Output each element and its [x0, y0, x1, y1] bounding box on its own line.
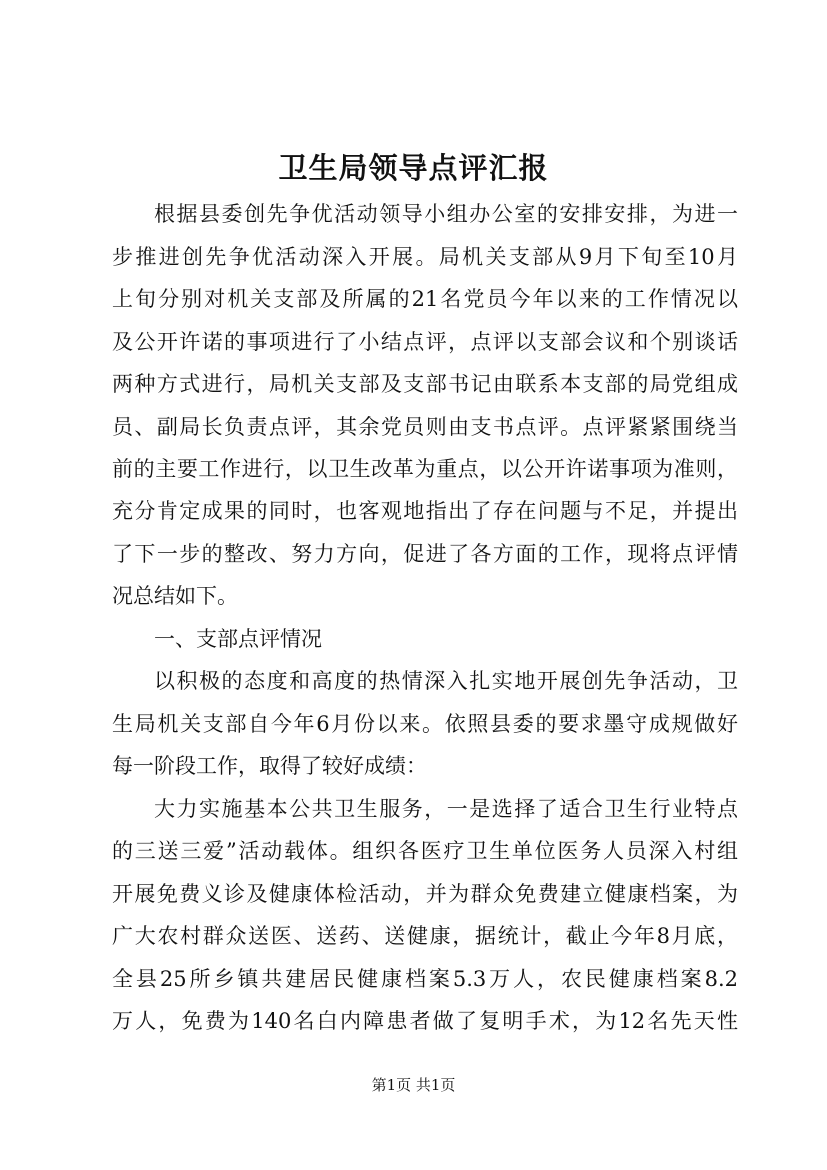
- paragraph-line: 上旬分别对机关支部及所属的21名党员今年以来的工作情况以: [112, 287, 738, 311]
- paragraph-line: 生局机关支部自今年6月份以来。依照县委的要求墨守成规做好: [112, 712, 738, 736]
- document-title: 卫生局领导点评汇报: [278, 151, 549, 185]
- paragraph-line: 了下一步的整改、努力方向，促进了各方面的工作，现将点评情: [112, 542, 738, 566]
- paragraph-line: 根据县委创先争优活动领导小组办公室的安排安排，为进一: [154, 202, 738, 226]
- paragraph-line: 万人，免费为140名白内障患者做了复明手术，为12名先天性: [112, 1009, 738, 1033]
- paragraph-line: 大力实施基本公共卫生服务，一是选择了适合卫生行业特点: [154, 797, 738, 821]
- section-heading: 一、支部点评情况: [154, 627, 322, 651]
- paragraph-line: 员、副局长负责点评，其余党员则由支书点评。点评紧紧围绕当: [112, 415, 738, 439]
- page-footer: 第1页 共1页: [371, 1076, 456, 1094]
- paragraph-line: 以积极的态度和高度的热情深入扎实地开展创先争活动，卫: [154, 669, 738, 693]
- paragraph-line: 充分肯定成果的同时，也客观地指出了存在问题与不足，并提出: [112, 499, 738, 523]
- paragraph-line: 每一阶段工作，取得了较好成绩：: [112, 754, 427, 778]
- paragraph-line: 步推进创先争优活动深入开展。局机关支部从9月下旬至10月: [112, 245, 738, 269]
- paragraph-line: 广大农村群众送医、送药、送健康，据统计，截止今年8月底，: [112, 924, 738, 948]
- paragraph-line: 两种方式进行，局机关支部及支部书记由联系本支部的局党组成: [112, 372, 738, 396]
- paragraph-line: 开展免费义诊及健康体检活动，并为群众免费建立健康档案，为: [112, 882, 738, 906]
- paragraph-line: 及公开许诺的事项进行了小结点评，点评以支部会议和个别谈话: [112, 330, 738, 354]
- paragraph-line: 全县25所乡镇共建居民健康档案5.3万人，农民健康档案8.2: [112, 967, 738, 991]
- paragraph-line: 的三送三爱”活动载体。组织各医疗卫生单位医务人员深入村组: [112, 839, 738, 863]
- paragraph-line: 前的主要工作进行，以卫生改革为重点，以公开许诺事项为准则，: [112, 457, 738, 481]
- paragraph-line: 况总结如下。: [112, 584, 238, 608]
